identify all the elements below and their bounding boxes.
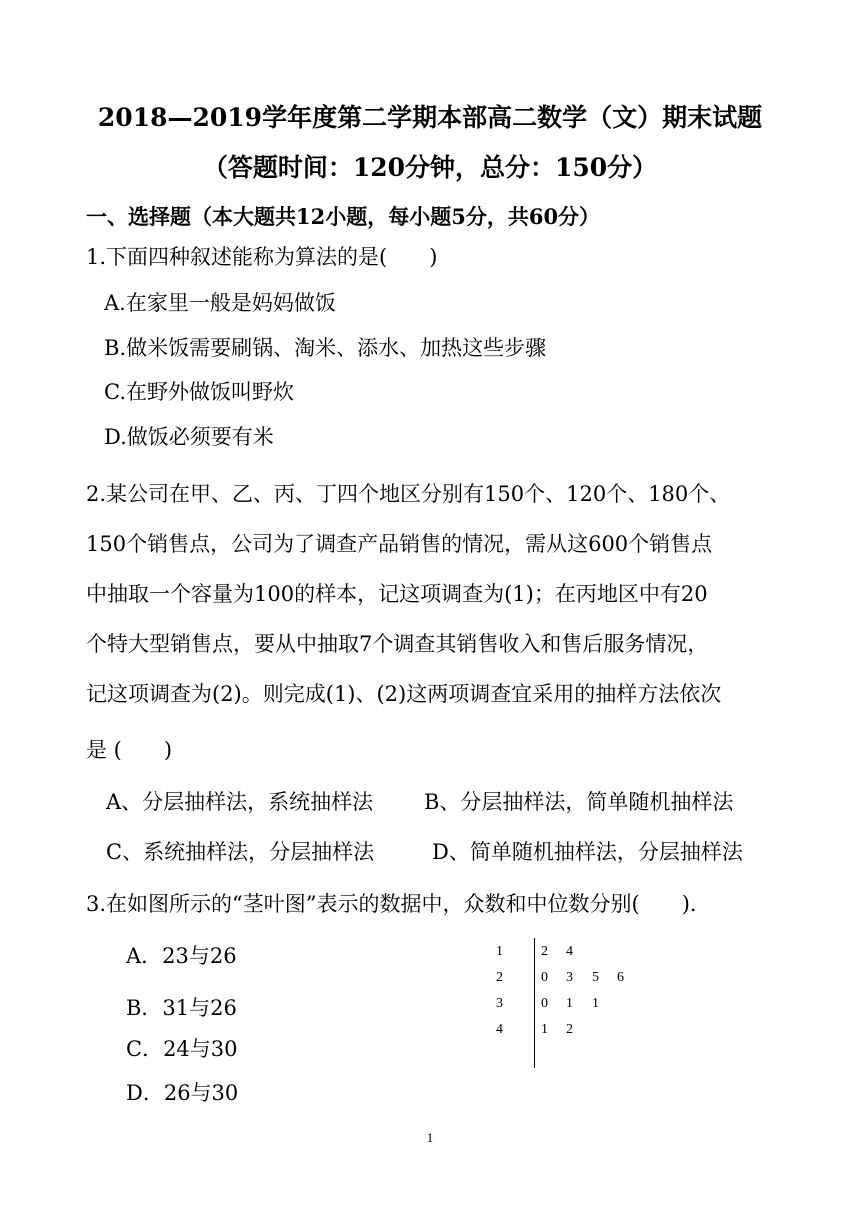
question-2-line: 150个销售点，公司为了调查产品销售的情况，需从这600个销售点 [86,532,713,556]
question-3-option-a: A．23与26 [126,944,237,968]
page-number: 1 [426,1130,434,1145]
leaf-value: 5 [592,970,599,985]
leaf-value: 0 [541,970,548,985]
stem-value: 4 [496,1022,503,1037]
stem-value: 2 [496,970,503,985]
question-2-option-b: B、分层抽样法，简单随机抽样法 [424,790,734,814]
stem-value: 3 [496,996,503,1011]
question-1-option-b: B.做米饭需要刷锅、淘米、添水、加热这些步骤 [104,336,547,360]
question-2-line: 中抽取一个容量为100的样本，记这项调查为(1)；在丙地区中有20 [86,582,708,606]
leaf-value: 1 [541,1022,548,1037]
question-3-option-d: D．26与30 [126,1081,239,1105]
question-1-option-c: C.在野外做饭叫野炊 [104,380,294,404]
question-1-stem: 1.下面四种叙述能称为算法的是( ) [86,245,438,269]
question-3-stem: 3.在如图所示的“茎叶图”表示的数据中，众数和中位数分别( ). [86,892,697,916]
leaf-value: 2 [566,1022,573,1037]
leaf-value: 6 [617,970,624,985]
page-subtitle: （答题时间：120分钟，总分：150分） [202,153,658,182]
stem-value: 1 [496,944,503,959]
page-title: 2018—2019学年度第二学期本部高二数学（文）期末试题 [97,103,763,132]
leaf-value: 3 [566,970,573,985]
section-heading: 一、选择题（本大题共12小题，每小题5分，共60分） [86,204,601,229]
question-2-line: 2.某公司在甲、乙、丙、丁四个地区分别有150个、120个、180个、 [86,482,731,506]
question-1-option-a: A.在家里一般是妈妈做饭 [104,291,336,315]
leaf-value: 0 [541,996,548,1011]
leaf-value: 1 [566,996,573,1011]
question-3-option-b: B．31与26 [126,996,237,1020]
question-2-option-c: C、系统抽样法，分层抽样法 [106,840,375,864]
question-2-line: 记这项调查为(2)。则完成(1)、(2)这两项调查宜采用的抽样方法依次 [86,682,722,706]
question-2-line: 个特大型销售点，要从中抽取7个调查其销售收入和售后服务情况， [86,632,709,656]
question-2-line: 是 ( ) [86,738,173,762]
question-3-option-c: C．24与30 [126,1037,238,1061]
stem-leaf-divider [534,938,535,1068]
leaf-value: 1 [592,996,599,1011]
question-2-option-a: A、分层抽样法，系统抽样法 [106,790,374,814]
leaf-value: 2 [541,944,548,959]
question-2-option-d: D、简单随机抽样法，分层抽样法 [432,840,743,864]
question-1-option-d: D.做饭必须要有米 [104,425,274,449]
leaf-value: 4 [566,944,573,959]
